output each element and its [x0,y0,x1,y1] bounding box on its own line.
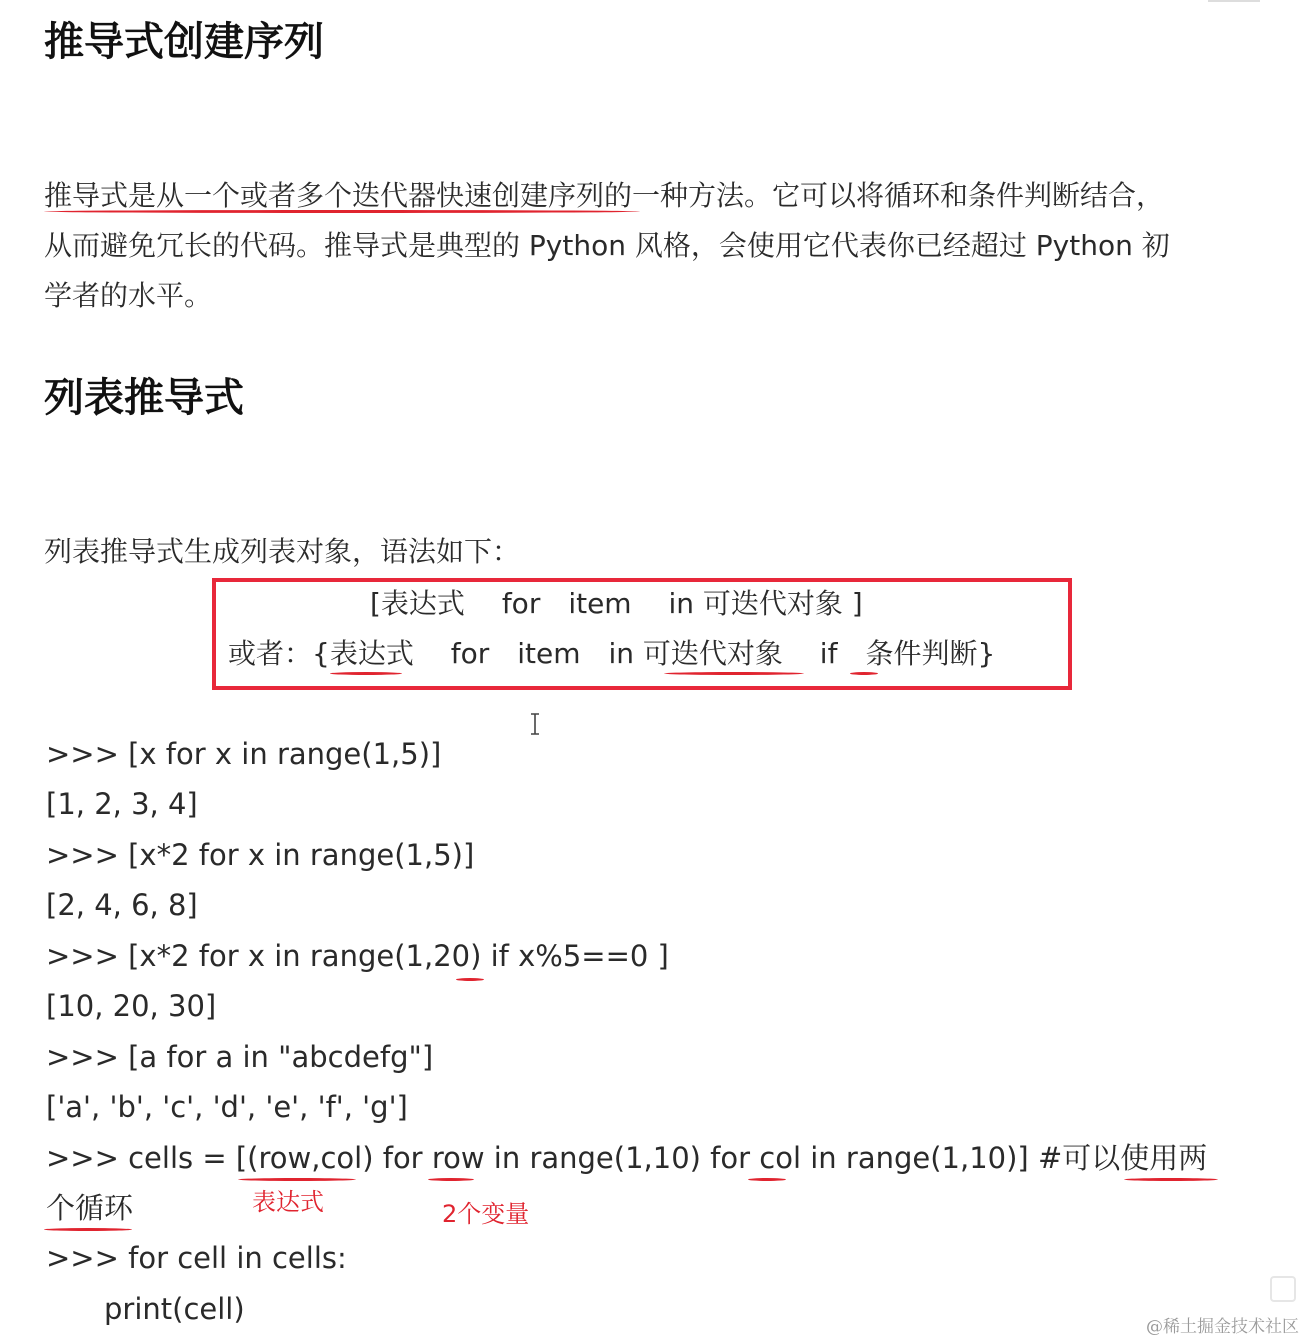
annotation-expression: 表达式 [252,1188,324,1216]
top-edge-line [1208,0,1260,2]
example-line-6: [10, 20, 30] [46,989,217,1023]
example-line-8: ['a', 'b', 'c', 'd', 'e', 'f', 'g'] [46,1090,408,1124]
example-line-5: >>> [x*2 for x in range(1,20) if x%5==0 ] [46,939,669,973]
underline-two-loops [1124,1178,1218,1181]
underline-loop [44,1228,132,1231]
syntax-intro: 列表推导式生成列表对象，语法如下： [44,535,521,568]
example-line-4: [2, 4, 6, 8] [46,888,198,922]
underline-iterable [664,672,804,675]
example-line-12: print(cell) [104,1292,245,1326]
underline-expression [330,672,402,675]
underline-if [850,672,878,675]
syntax-line-1: [表达式 for item in 可迭代对象 ] [370,587,863,620]
text-cursor-icon [528,712,542,736]
underline-if-example [456,978,484,981]
underline-row [428,1178,474,1181]
intro-line-2: 从而避免冗长的代码。推导式是典型的 Python 风格，会使用它代表你已经超过 Python 初 [44,229,1170,262]
corner-logo-icon [1270,1276,1296,1302]
watermark: @稀土掘金技术社区 [1146,1317,1299,1337]
intro-underline [44,210,640,213]
annotation-two-vars: 2个变量 [442,1200,530,1228]
underline-col [748,1178,786,1181]
example-line-10: 个循环 [46,1191,134,1225]
example-line-11: >>> for cell in cells: [46,1241,347,1275]
example-line-3: >>> [x*2 for x in range(1,5)] [46,838,475,872]
intro-line-3: 学者的水平。 [44,279,213,312]
example-line-7: >>> [a for a in "abcdefg"] [46,1040,434,1074]
example-line-9: >>> cells = [(row,col) for row in range(1,10) for col in range(1,10)] #可以使用两 [46,1141,1208,1175]
example-line-2: [1, 2, 3, 4] [46,787,198,821]
section-title: 列表推导式 [44,375,244,421]
underline-row-col [238,1178,356,1181]
page-title: 推导式创建序列 [44,19,324,65]
syntax-line-2: 或者：{表达式 for item in 可迭代对象 if 条件判断} [228,637,996,670]
example-line-1: >>> [x for x in range(1,5)] [46,737,442,771]
intro-line-1: 推导式是从一个或者多个迭代器快速创建序列的一种方法。它可以将循环和条件判断结合， [44,179,1165,212]
